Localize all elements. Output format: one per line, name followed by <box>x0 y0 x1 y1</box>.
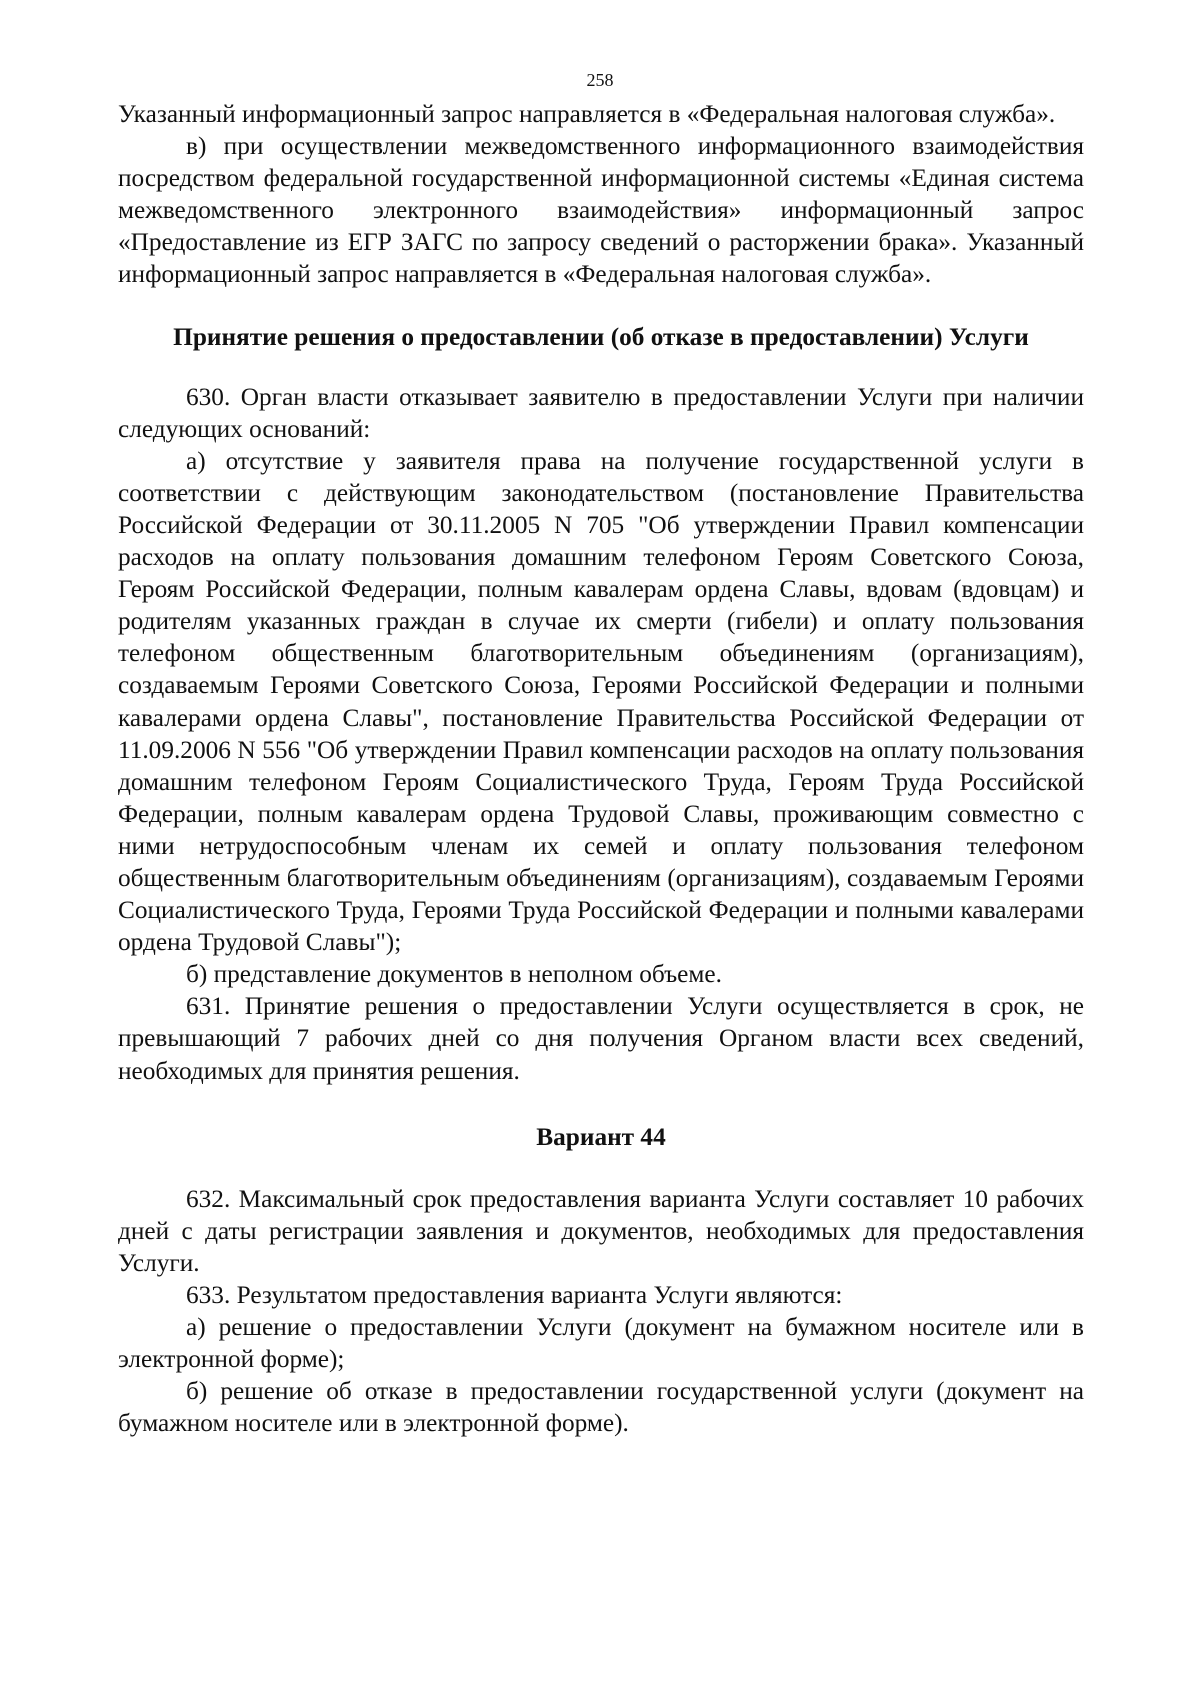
paragraph-633-a: а) решение о предоставлении Услуги (документ на бумажном носителе или в электронной форме); <box>118 1313 1084 1374</box>
paragraph-630: 630. Орган власти отказывает заявителю в предоставлении Услуги при наличии следующих оснований: <box>118 382 1084 443</box>
paragraph-630-a: а) отсутствие у заявителя права на получение государственной услуги в соответствии с действующим законодательством (постановление Правительства Российской Федерации от 30.11.2005 N 705 "Об утверждении Правил компенсации расходов на оплату пользования домашним телефоном Героям Советского Союза, Героям Российской Федерации, полным кавалерам ордена Славы, вдовам (вдовцам) и родителям указанных граждан в случае их смерти (гибели) и оплату пользования телефоном общественным благотворительным объединениям (организациям), создаваемым Героями Советского Союза, Героями Российской Федерации и полными кавалерами ордена Славы", постановление Правительства Российской Федерации от 11.09.2006 N 556 "Об утверждении Правил компенсации расходов на оплату пользования домашним телефоном Героям Социалистического Труда, Героям Труда Российской Федерации, полным кавалерам ордена Трудовой Славы, проживающим совместно с ними нетрудоспособным членам их семей и оплату пользования телефоном общественным благотворительным объединениям (организациям), создаваемым Героями Социалистического Труда, Героями Труда Российской Федерации и полными кавалерами ордена Трудовой Славы"); <box>118 446 1084 957</box>
paragraph-request-fns: Указанный информационный запрос направляется в «Федеральная налоговая служба». <box>118 100 1056 128</box>
section-heading-decision: Принятие решения о предоставлении (об отказе в предоставлении) Услуги <box>173 322 1029 351</box>
paragraph-item-v: в) при осуществлении межведомственного информационного взаимодействия посредством федеральной государственной информационной системы «Единая система межведомственного электронного взаимодействия» информационный запрос «Предоставление из ЕГР ЗАГС по запросу сведений о расторжении брака». Указанный информационный запрос направляется в «Федеральная налоговая служба». <box>118 132 1084 289</box>
paragraph-633-b: б) решение об отказе в предоставлении государственной услуги (документ на бумажном носителе или в электронной форме). <box>118 1377 1084 1438</box>
page-number: 258 <box>586 70 614 90</box>
document-body <box>118 98 1084 1439</box>
paragraph-631: 631. Принятие решения о предоставлении Услуги осуществляется в срок, не превышающий 7 рабочих дней со дня получения Органом власти всех сведений, необходимых для принятия решения. <box>118 992 1084 1085</box>
paragraph-630-b: б) представление документов в неполном объеме. <box>186 960 722 989</box>
paragraph-633: 633. Результатом предоставления варианта Услуги являются: <box>186 1280 843 1309</box>
paragraph-632: 632. Максимальный срок предоставления варианта Услуги составляет 10 рабочих дней с даты регистрации заявления и документов, необходимых для предоставления Услуги. <box>118 1184 1084 1277</box>
section-heading-variant: Вариант 44 <box>536 1122 666 1151</box>
